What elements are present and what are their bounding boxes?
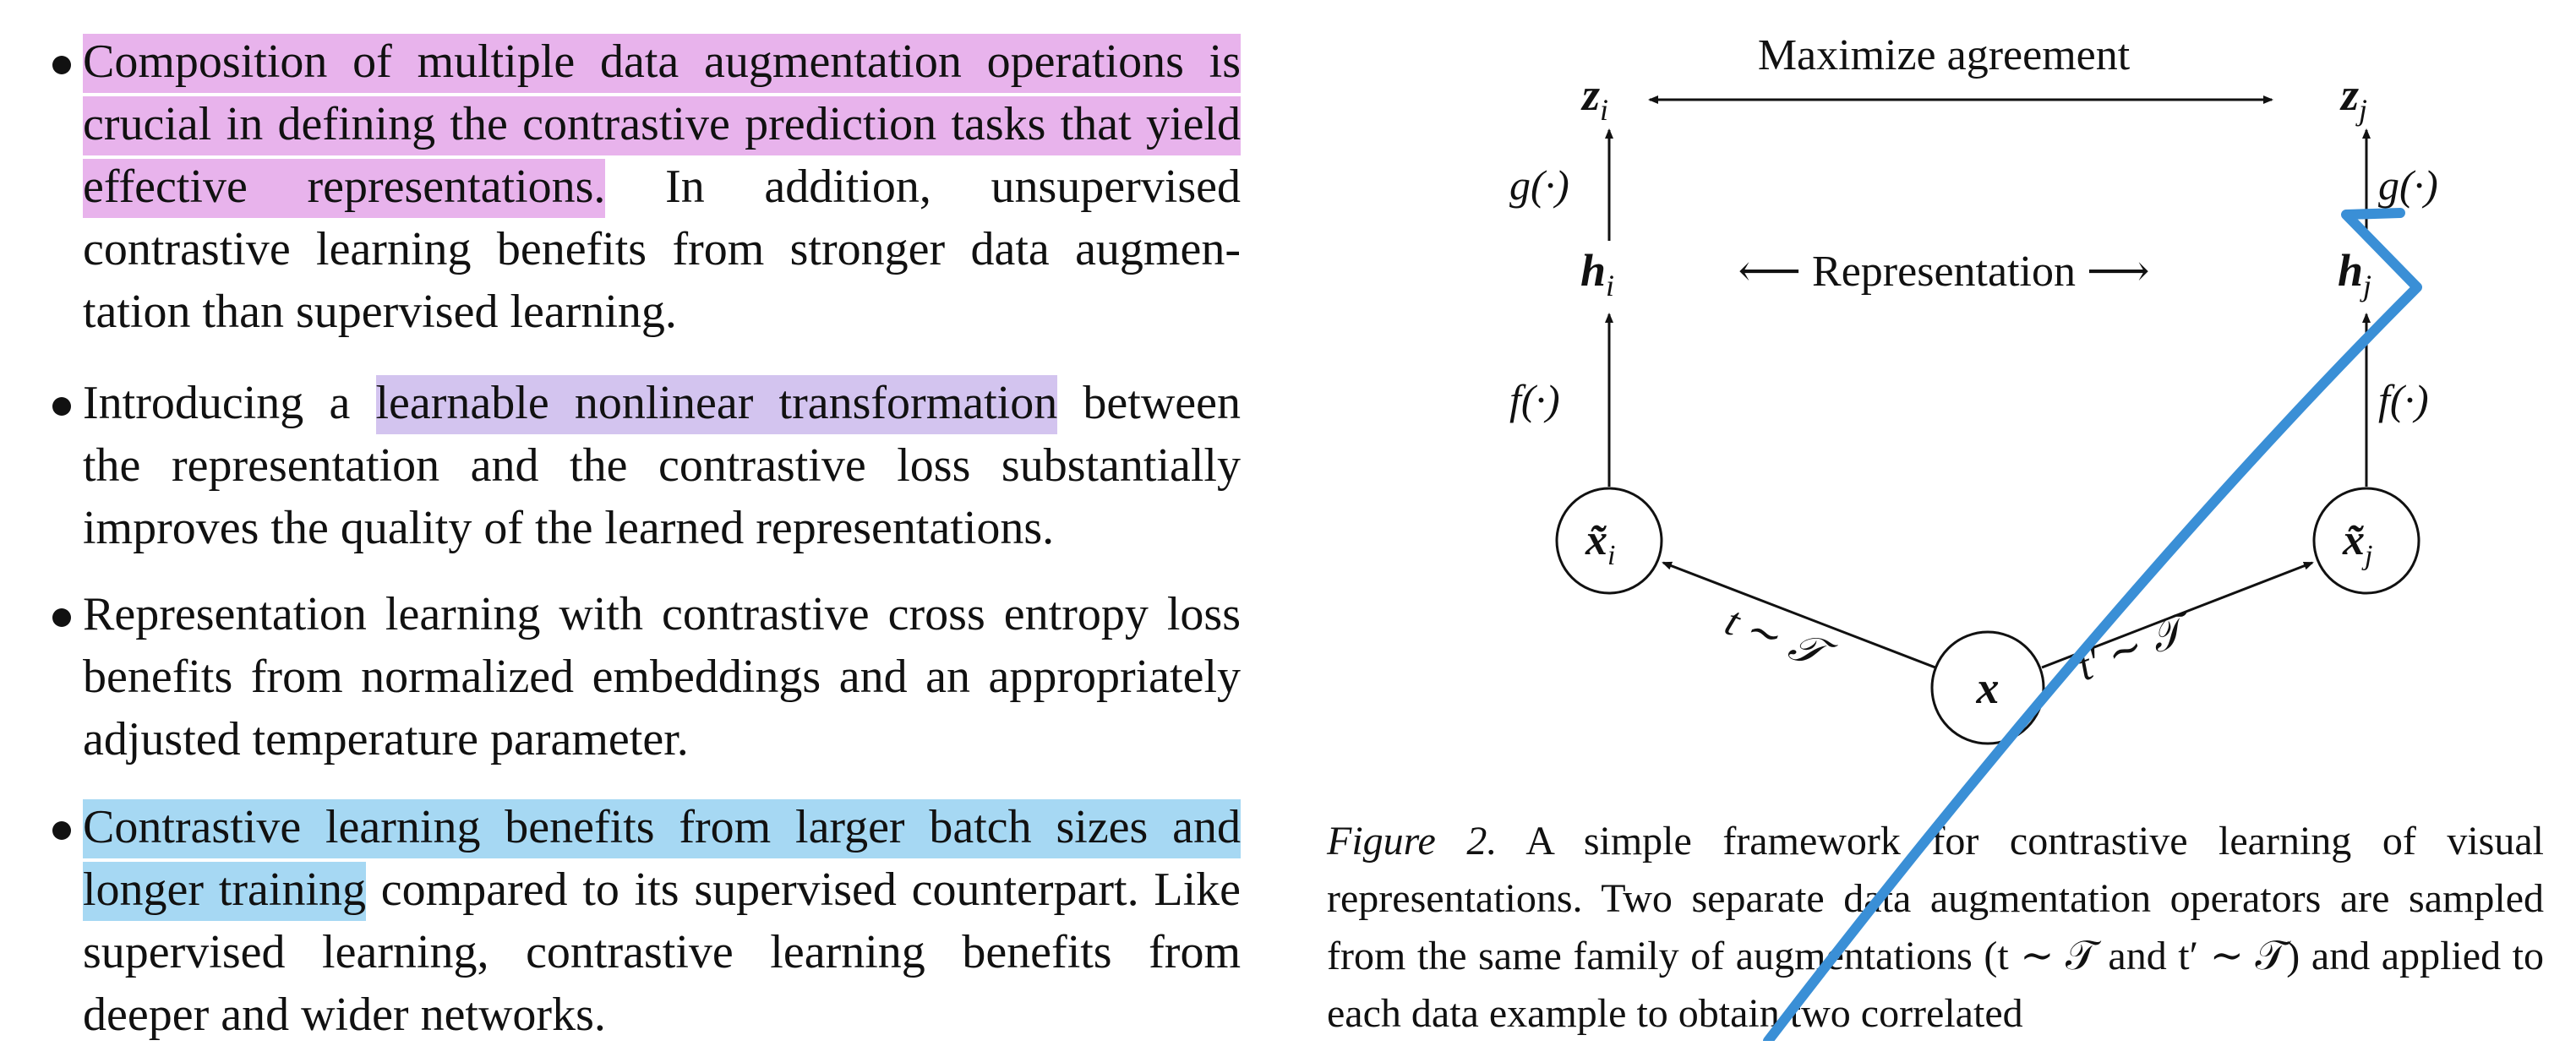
t-right-label: t′ ∼ 𝒯 bbox=[2070, 606, 2191, 690]
figure-caption bbox=[1327, 813, 2544, 1043]
bullet-text: Representation learning with contrastive cross entropy loss benefits from normalized embeddings and an appropriately adjusted temperature parameter. bbox=[83, 588, 1241, 765]
bullet-dot-icon bbox=[52, 821, 71, 840]
highlight-blue[interactable]: Contrastive learning benefits from larger batch sizes and longer training bbox=[83, 799, 1241, 921]
x-tilde-i-node: $x̃_i$ bbox=[1585, 516, 1616, 571]
bullet-text bbox=[83, 796, 1241, 1046]
f-right-label: f(·) bbox=[2378, 376, 2429, 423]
h-i-node: $h_i$ bbox=[1580, 245, 1615, 302]
framework-diagram bbox=[1318, 0, 2576, 794]
x-node: x bbox=[1976, 662, 2000, 713]
h-j-node: $h_j$ bbox=[2338, 245, 2372, 302]
caption-label: Figure 2. bbox=[1327, 819, 1498, 863]
t-left-label: t ∼ 𝒯 bbox=[1719, 596, 1831, 677]
z-i-node: $z_i$ bbox=[1582, 69, 1609, 127]
z-j-node: $z_j$ bbox=[2341, 69, 2368, 127]
highlight-pink[interactable]: Composition of multiple data augmentation operations is crucial in defining the contrastive prediction tasks that yield effective representations. bbox=[83, 34, 1241, 218]
highlight-purple[interactable]: learnable nonlinear transformation bbox=[376, 375, 1058, 434]
g-right-label: g(·) bbox=[2378, 161, 2438, 209]
bullet-body: compared to its supervised counterpart. Like supervised learning, contrastive learning benefits from deeper and wider networks. bbox=[83, 863, 1241, 1041]
bullet-dot-icon bbox=[52, 608, 71, 627]
bullet-dot-icon bbox=[52, 397, 71, 416]
caption-text: A simple framework for contrastive learning of visual representations. Two separate data augmentation operators are sampled from the same family of augmentations (t ∼ 𝒯 and t′ ∼ 𝒯) and applied to each data example to obtain two correlated bbox=[1327, 819, 2544, 1036]
bullet-dot-icon bbox=[52, 56, 71, 74]
representation-label: ⟵ Representation ⟶ bbox=[1738, 248, 2150, 296]
maximize-agreement-label: Maximize agreement bbox=[1757, 31, 2131, 79]
bullet-list bbox=[0, 0, 1268, 1041]
bullet-text bbox=[83, 30, 1241, 343]
bullet-body-before: Introducing a bbox=[83, 377, 376, 429]
bullet-text bbox=[83, 372, 1241, 559]
x-tilde-j-node: $x̃_j$ bbox=[2343, 516, 2373, 571]
bullet-body: In addition, unsupervised contrastive learning benefits from stronger data augmentation than supervised learning. bbox=[83, 161, 1241, 338]
f-left-label: f(·) bbox=[1509, 376, 1560, 423]
g-left-label: g(·) bbox=[1509, 161, 1569, 209]
bullet-body: between the representation and the contrastive loss substantially improves the quality of the learned representations. bbox=[83, 377, 1241, 554]
